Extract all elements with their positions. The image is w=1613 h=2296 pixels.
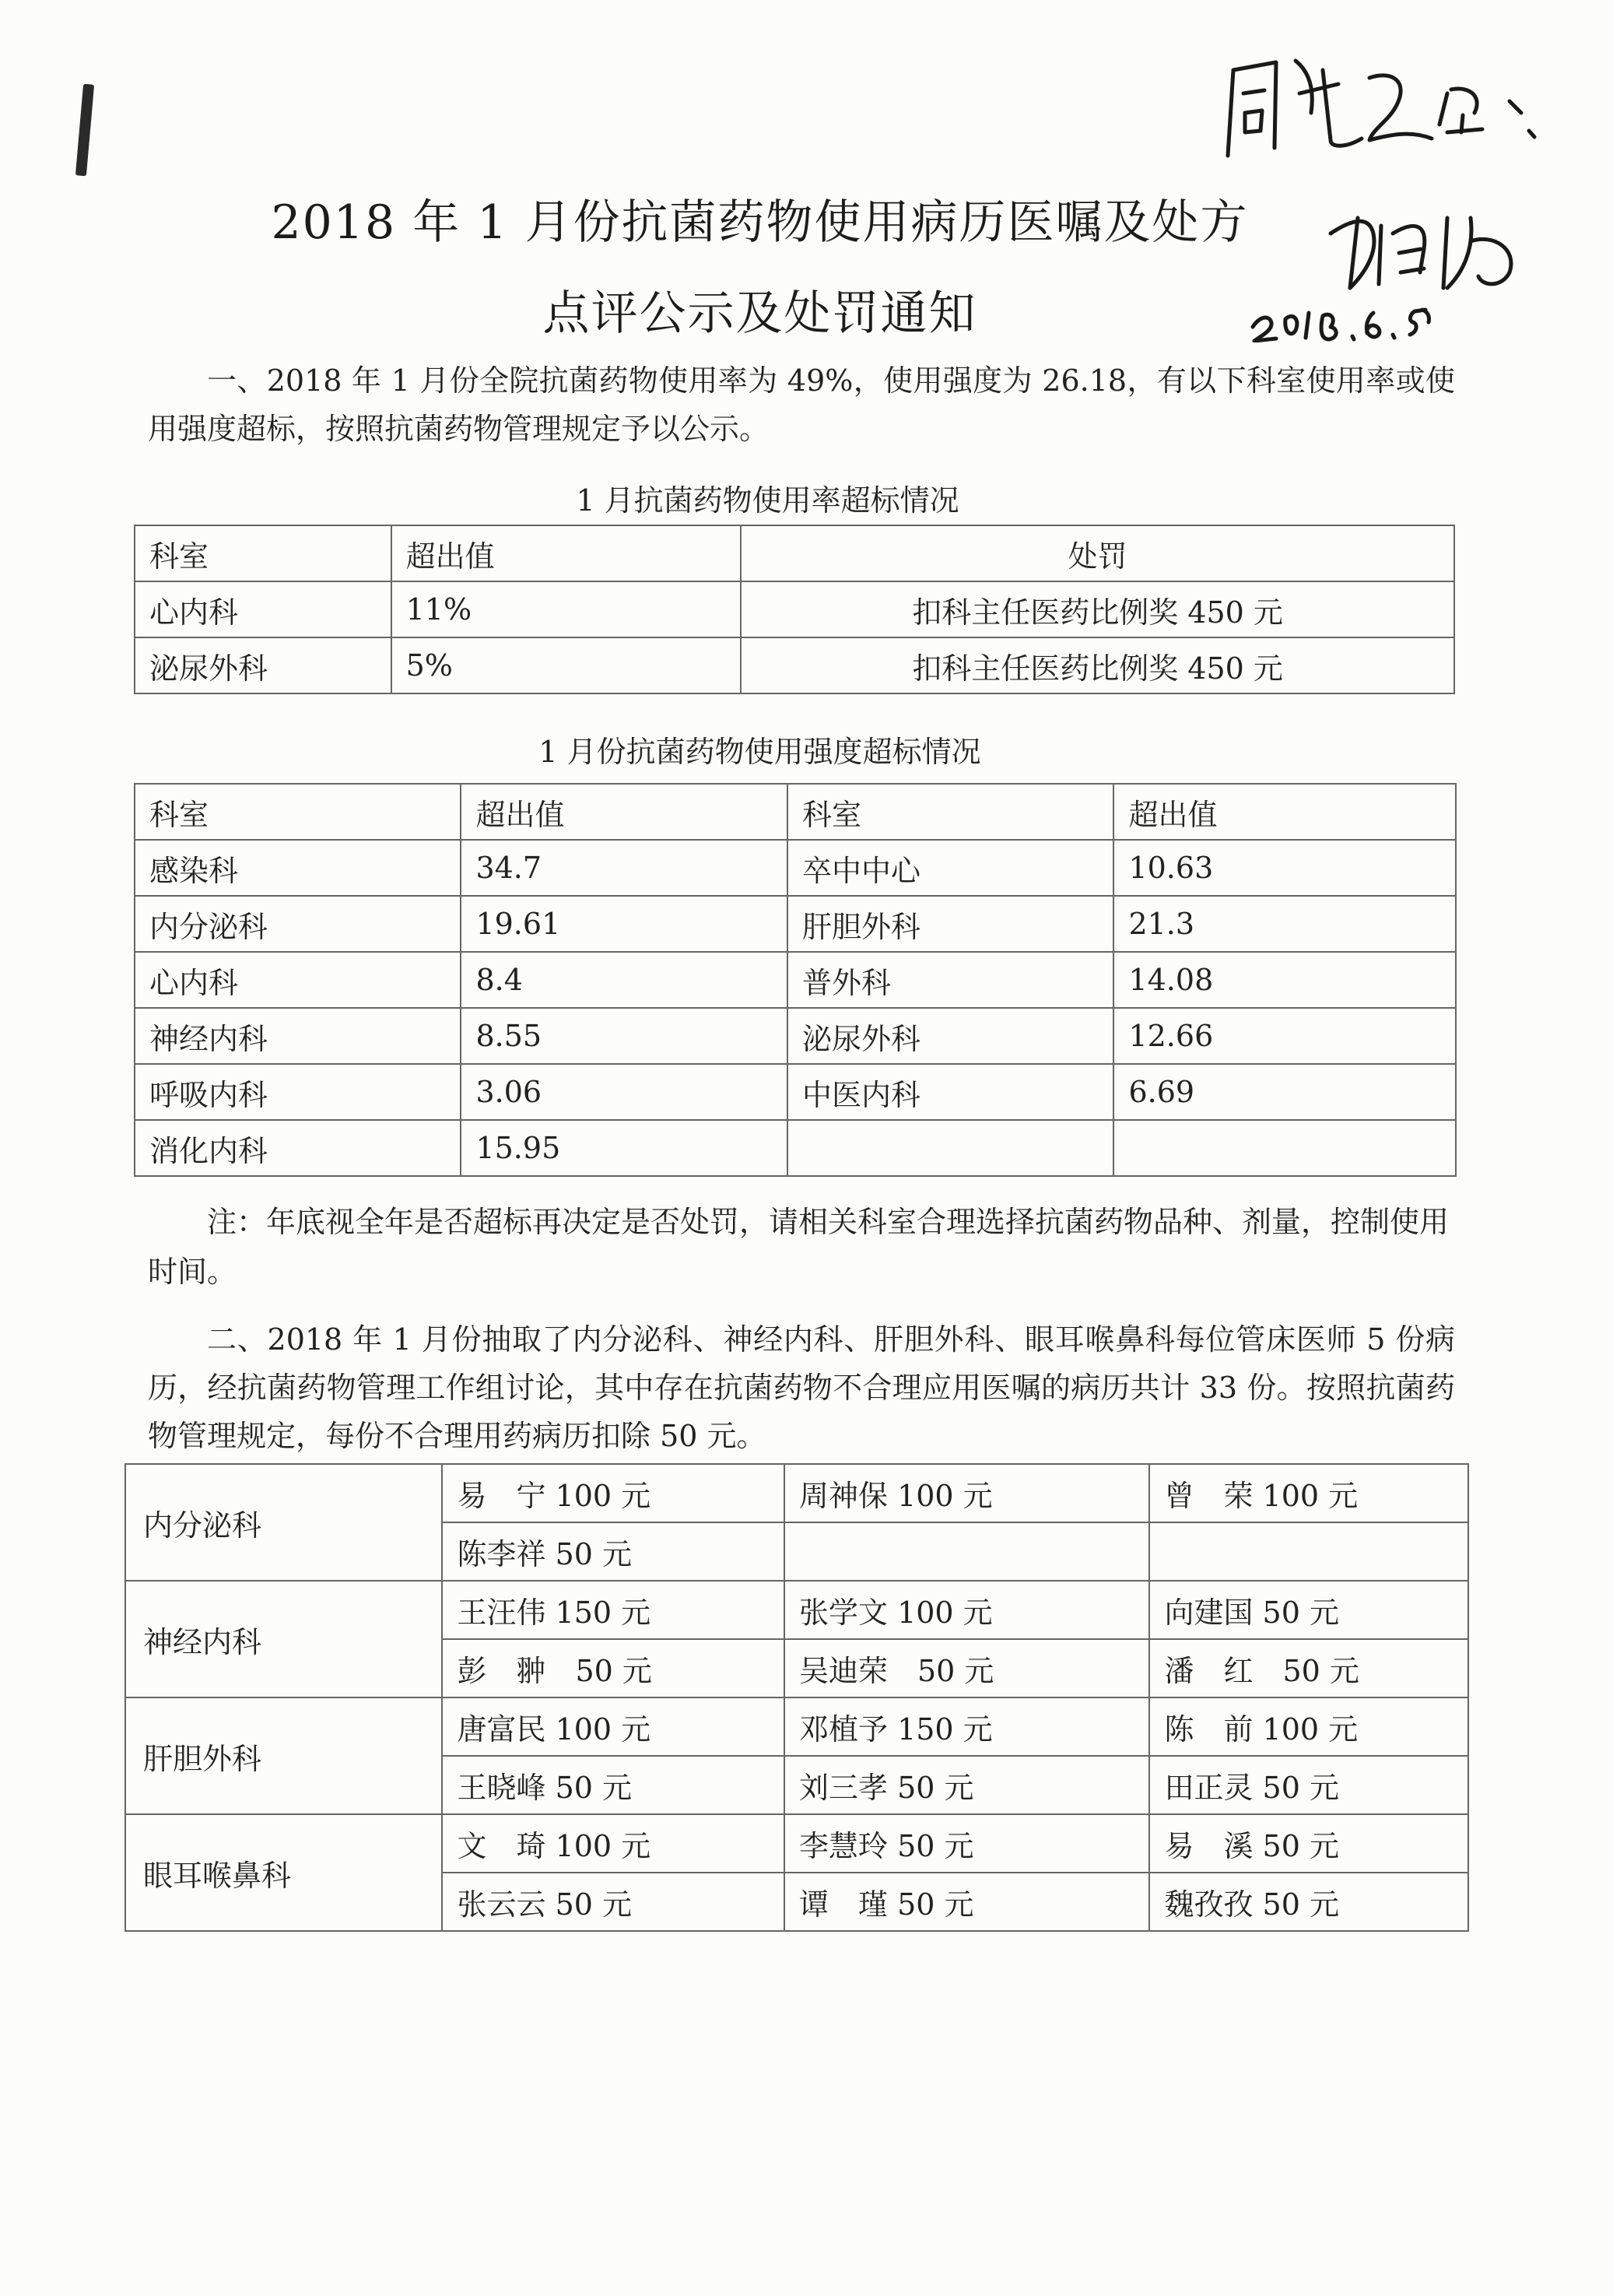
table-header-cell: 超出值 <box>1113 784 1456 840</box>
table-cell: 向建国 50 元 <box>1149 1581 1468 1639</box>
penalty-table <box>124 1463 1469 1932</box>
table-cell: 12.66 <box>1113 1008 1456 1064</box>
table-cell: 泌尿外科 <box>787 1008 1113 1064</box>
table-cell: 吴迪荣 50 元 <box>784 1639 1149 1697</box>
table-cell: 11% <box>391 581 742 637</box>
table-cell: 普外科 <box>787 952 1113 1008</box>
usage-rate-table <box>134 525 1455 694</box>
table-cell <box>1113 1120 1456 1176</box>
table-cell: 呼吸内科 <box>135 1064 461 1120</box>
table-cell: 易 溪 50 元 <box>1149 1814 1468 1873</box>
department-cell: 眼耳喉鼻科 <box>125 1814 442 1931</box>
document-title-line2: 点评公示及处罚通知 <box>542 286 977 341</box>
table-header-row <box>135 784 1456 840</box>
section1-paragraph: 一、2018 年 1 月份全院抗菌药物使用率为 49%，使用强度为 26.18，有以下科室使用率或使用强度超标，按照抗菌药物管理规定予以公示。 <box>148 363 1455 446</box>
table-cell: 3.06 <box>461 1064 787 1120</box>
table-cell: 扣科主任医药比例奖 450 元 <box>741 637 1454 693</box>
binding-mark <box>75 84 94 177</box>
table-header-cell: 超出值 <box>391 525 742 581</box>
table-cell: 周神保 100 元 <box>784 1464 1149 1522</box>
table-header-cell: 处罚 <box>741 525 1454 581</box>
table-cell: 陈李祥 50 元 <box>442 1522 784 1581</box>
table-row <box>135 581 1454 637</box>
table-header-cell: 超出值 <box>461 784 787 840</box>
table-cell: 邓植予 150 元 <box>784 1697 1149 1756</box>
table-row <box>135 840 1456 896</box>
table-cell: 内分泌科 <box>135 896 461 952</box>
table-cell: 张学文 100 元 <box>784 1581 1149 1639</box>
table-cell: 5% <box>391 637 742 693</box>
table-row <box>135 952 1456 1008</box>
table-row <box>135 1064 1456 1120</box>
table-cell: 10.63 <box>1113 840 1456 896</box>
section2-paragraph: 二、2018 年 1 月份抽取了内分泌科、神经内科、肝胆外科、眼耳喉鼻科每位管床医师 5 份病历，经抗菌药物管理工作组讨论，其中存在抗菌药物不合理应用医嘱的病历共计 33 份。按照抗菌药物管理规定，每份不合理用药病历扣除 50 元。 <box>148 1322 1455 1453</box>
document-title-line1: 2018 年 1 月份抗菌药物使用病历医嘱及处方 <box>271 195 1249 250</box>
table-cell: 陈 前 100 元 <box>1149 1697 1468 1756</box>
table-cell: 8.55 <box>461 1008 787 1064</box>
table-cell: 泌尿外科 <box>135 637 391 693</box>
table-cell: 14.08 <box>1113 952 1456 1008</box>
table-header-cell: 科室 <box>135 784 461 840</box>
table-cell: 21.3 <box>1113 896 1456 952</box>
table-cell: 15.95 <box>461 1120 787 1176</box>
table-cell: 李慧玲 50 元 <box>784 1814 1149 1873</box>
intensity-table <box>134 783 1457 1177</box>
table-cell <box>1149 1522 1468 1581</box>
table-cell: 张云云 50 元 <box>442 1873 784 1931</box>
table-cell: 田正灵 50 元 <box>1149 1756 1468 1814</box>
table-cell: 34.7 <box>461 840 787 896</box>
table-cell: 心内科 <box>135 952 461 1008</box>
table-cell: 魏孜孜 50 元 <box>1149 1873 1468 1931</box>
table-cell: 潘 红 50 元 <box>1149 1639 1468 1697</box>
table-cell: 神经内科 <box>135 1008 461 1064</box>
table-cell: 彭 翀 50 元 <box>442 1639 784 1697</box>
table-cell: 王汪伟 150 元 <box>442 1581 784 1639</box>
table-header-row <box>135 525 1454 581</box>
table-cell: 19.61 <box>461 896 787 952</box>
table-cell: 刘三孝 50 元 <box>784 1756 1149 1814</box>
table-row <box>135 1120 1456 1176</box>
table-cell: 肝胆外科 <box>787 896 1113 952</box>
table-cell: 6.69 <box>1113 1064 1456 1120</box>
intensity-table-caption: 1 月份抗菌药物使用强度超标情况 <box>538 735 981 769</box>
table-cell: 心内科 <box>135 581 391 637</box>
table-cell: 文 琦 100 元 <box>442 1814 784 1873</box>
table-cell: 王晓峰 50 元 <box>442 1756 784 1814</box>
table-cell: 曾 荣 100 元 <box>1149 1464 1468 1522</box>
table-cell: 中医内科 <box>787 1064 1113 1120</box>
table-row <box>135 1008 1456 1064</box>
table-cell: 消化内科 <box>135 1120 461 1176</box>
table-cell <box>784 1522 1149 1581</box>
table-row <box>125 1464 1468 1522</box>
table-header-cell: 科室 <box>787 784 1113 840</box>
table-cell: 扣科主任医药比例奖 450 元 <box>741 581 1454 637</box>
table-cell: 8.4 <box>461 952 787 1008</box>
department-cell: 神经内科 <box>125 1581 442 1697</box>
section1-note: 注：年底视全年是否超标再决定是否处罚，请相关科室合理选择抗菌药物品种、剂量，控制使用时间。 <box>148 1205 1450 1289</box>
table-cell: 易 宁 100 元 <box>442 1464 784 1522</box>
table-row <box>135 896 1456 952</box>
table-row <box>135 637 1454 693</box>
table-row <box>125 1581 1468 1639</box>
table-cell <box>787 1120 1113 1176</box>
table-cell: 感染科 <box>135 840 461 896</box>
usage-rate-table-caption: 1 月抗菌药物使用率超标情况 <box>576 483 959 518</box>
department-cell: 内分泌科 <box>125 1464 442 1581</box>
table-row <box>125 1814 1468 1873</box>
table-cell: 谭 瑾 50 元 <box>784 1873 1149 1931</box>
department-cell: 肝胆外科 <box>125 1697 442 1814</box>
table-cell: 卒中中心 <box>787 840 1113 896</box>
table-row <box>125 1697 1468 1756</box>
table-header-cell: 科室 <box>135 525 391 581</box>
table-cell: 唐富民 100 元 <box>442 1697 784 1756</box>
